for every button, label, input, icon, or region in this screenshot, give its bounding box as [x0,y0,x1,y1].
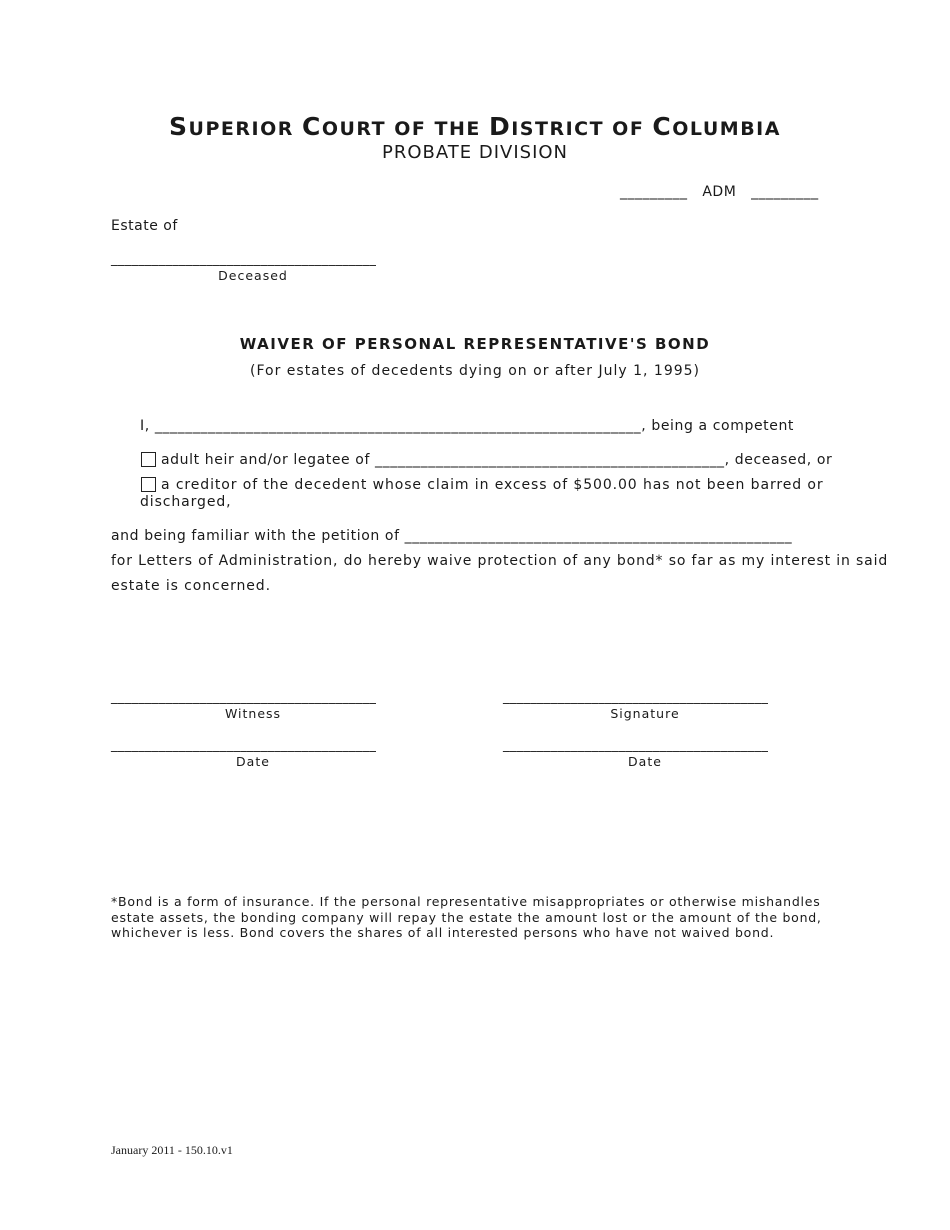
court-title-ourt-of-the: OURT OF THE [321,118,489,140]
witness-date-field[interactable]: _______________________________________ [111,738,377,753]
waiver-line-end: estate is concerned. [111,578,271,594]
signature-date-field[interactable]: _______________________________________ [503,738,769,753]
court-title [0,112,950,141]
witness-date-caption: Date [236,754,270,769]
signature-caption: Signature [610,706,680,721]
creditor-checkbox[interactable] [141,477,156,492]
deceased-caption: Deceased [218,268,288,283]
form-title: WAIVER OF PERSONAL REPRESENTATIVE'S BOND [239,335,711,353]
witness-field[interactable]: _______________________________________ [111,690,377,705]
form-subtitle: (For estates of decedents dying on or after July 1, 1995) [250,363,700,379]
deceased-name-field[interactable]: _______________________________________ [111,252,377,267]
signature-field[interactable]: _______________________________________ [503,690,769,705]
court-title-c: C [301,112,322,141]
waiver-line: for Letters of Administration, do hereby waive protection of any bond* so far as my interest in said [111,553,889,569]
division-title: PROBATE DIVISION [381,142,569,163]
court-title-s: S [169,112,189,141]
form-version: January 2011 - 150.10.v1 [111,1143,233,1157]
adm-number-field[interactable] [620,184,819,200]
bond-footnote: *Bond is a form of insurance. If the personal representative misappropriates or otherwise mishandles estate assets, the bonding company will repay the estate the amount lost or the amount of the bond, whichever is less. Bond covers the shares of all interested persons who have not waived bond. [111,894,822,940]
adm-suffix-blank[interactable]: _________ [751,184,819,200]
court-title-olumbia: OLUMBIA [672,118,781,140]
creditor-option-line1: a creditor of the decedent whose claim in excess of $500.00 has not been barred or [161,477,824,493]
court-title-c2: C [652,112,673,141]
witness-caption: Witness [224,706,282,721]
heir-legatee-checkbox[interactable] [141,452,156,467]
adm-label: ADM [702,184,737,200]
heir-legatee-option: adult heir and/or legatee of ______________________________________________, deceased, or [161,452,833,468]
adm-prefix-blank[interactable]: _________ [620,184,688,200]
estate-of-label: Estate of [111,218,178,234]
declarant-line[interactable]: I, ________________________________________________________________, being a competent [140,418,795,434]
creditor-option-line2: discharged, [140,494,232,510]
court-title-uperior: UPERIOR [188,118,302,140]
court-title-d: D [488,112,512,141]
court-title-istrict-of: ISTRICT OF [511,118,653,140]
petition-line[interactable]: and being familiar with the petition of ___________________________________________________ [111,528,793,544]
signature-date-caption: Date [628,754,662,769]
